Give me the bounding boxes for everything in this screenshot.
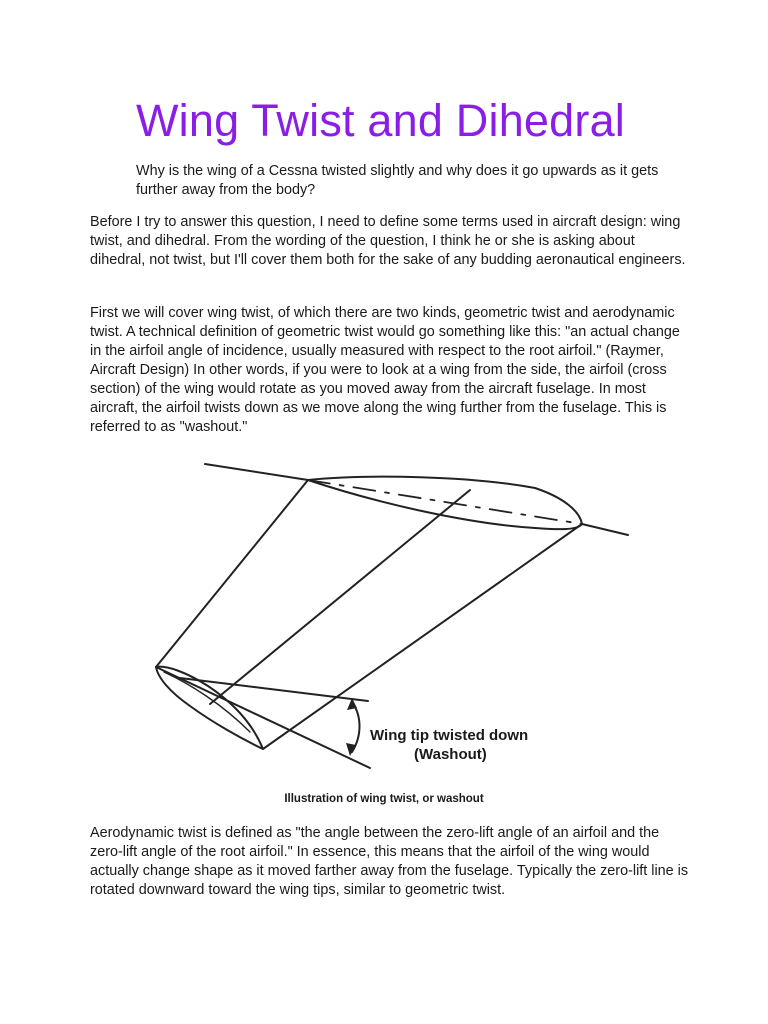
paragraph-intro: Before I try to answer this question, I need to define some terms used in aircraft design: wing twist, and dihedral. From the wording of the question, I think he or she is asking about dihedral, not twist, but I'll cover them both for the sake of any budding aeronautical engineers. xyxy=(90,214,686,268)
page-title: Wing Twist and Dihedral xyxy=(136,95,625,146)
paragraph-aerodynamic-twist: Aerodynamic twist is defined as "the angle between the zero-lift angle of an airfoil and the zero-lift angle of the root airfoil." In essence, this means that the airfoil of the wing would actually change shape as it moved farther away from the fuselage. Typically the zero-lift line is rotated downward toward the wing tips, similar to geometric twist. xyxy=(90,825,689,898)
root-airfoil-outline xyxy=(156,667,263,749)
paragraph-geometric-twist: First we will cover wing twist, of which there are two kinds, geometric twist and aerodynamic twist. A technical definition of geometric twist would go something like this: "an actual change in the airfoil angle of incidence, usually measured with respect to the root airfoil." (Raymer, Aircraft Design) In other words, if you were to look at a wing from the side, the airfoil (cross section) of the wing would rotate as you moved away from the aircraft fuselage. In most aircraft, the airfoil twists down as we move along the wing further from the fuselage. This is referred to as "washout." xyxy=(90,305,680,435)
wing-twist-figure xyxy=(140,440,650,785)
wing-leading-edge xyxy=(156,480,308,667)
tip-airfoil-outline xyxy=(308,477,582,529)
wing-spar-line xyxy=(210,490,470,704)
wing-tip-label: Wing tip twisted down xyxy=(370,727,529,744)
wing-twist-illustration xyxy=(140,440,650,785)
tip-chord-extension xyxy=(582,524,628,535)
root-chord-extension xyxy=(156,667,370,768)
figure-caption: Illustration of wing twist, or washout xyxy=(284,793,484,805)
question-text: Why is the wing of a Cessna twisted slightly and why does it go upwards as it gets further away from the body? xyxy=(136,163,659,198)
washout-label: (Washout) xyxy=(414,746,487,763)
tip-reference-line xyxy=(205,464,308,480)
tip-chord-dashed xyxy=(308,480,582,524)
wing-trailing-edge xyxy=(263,524,582,749)
